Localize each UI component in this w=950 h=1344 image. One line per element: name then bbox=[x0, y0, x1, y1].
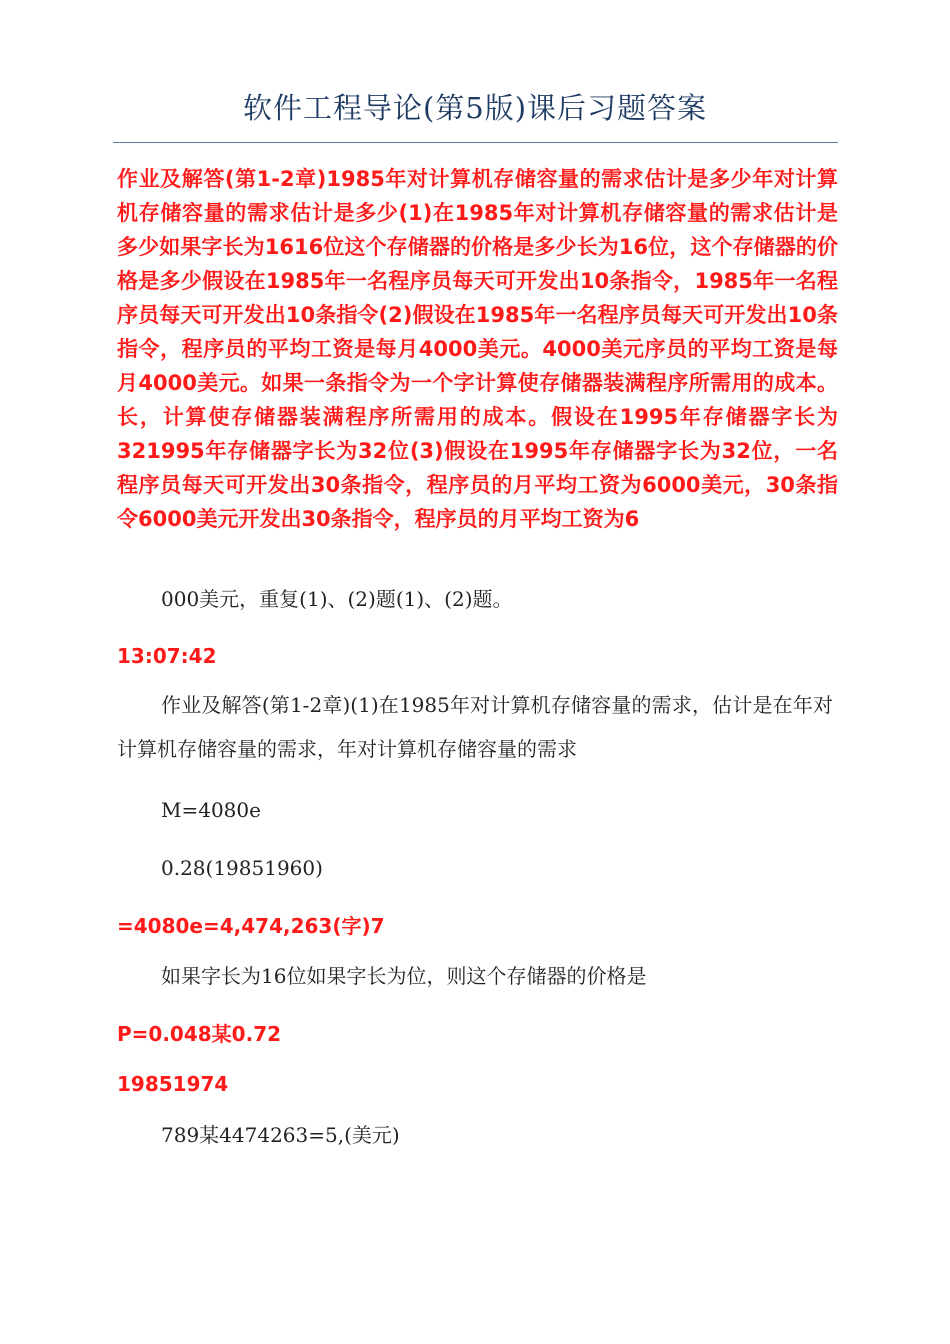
document-title: 软件工程导论(第5版)课后习题答案 bbox=[242, 91, 708, 125]
formula-m: M=4080e bbox=[161, 798, 261, 822]
repeat-question-line: 000美元，重复(1)、(2)题(1)、(2)题。 bbox=[161, 587, 513, 611]
price-result: 789某4474263=5,(美元) bbox=[161, 1123, 400, 1147]
price-question-line: 如果字长为16位如果字长为位，则这个存储器的价格是 bbox=[161, 964, 647, 988]
formula-price: P=0.048某0.72 bbox=[117, 1022, 282, 1046]
formula-result: =4080e=4,474,263(字)7 bbox=[117, 914, 385, 938]
timestamp: 13:07:42 bbox=[117, 644, 217, 668]
formula-exponent: 0.28(19851960) bbox=[161, 856, 323, 880]
intro-question-paragraph: 作业及解答(第1-2章)1985年对计算机存储容量的需求估计是多少年对计算机存储容量的需求估计是多少(1)在1985年对计算机存储容量的需求估计是多少如果字长为1616位这个存储器的价格是多少长为16位，这个存储器的价格是多少假设在1985年一名程序员每天可开发出10条指令，1985年一名程序员每天可开发出10条指令(2)假设在1985年一名程序员每天可开发出10条指令，程序员的平均工资是每月4000美元。4000美元序员的平均工资是每月4000美元。如果一条指令为一个字计算使存储器装满程序所需用的成本。长，计算使存储器装满程序所需用的成本。假设在1995年存储器字长为321995年存储器字长为32位(3)假设在1995年存储器字长为32位，一名程序员每天可开发出30条指令，程序员的月平均工资为6000美元，30条指令6000美元开发出30条指令，程序员的月平均工资为6 bbox=[117, 167, 838, 531]
year-range: 19851974 bbox=[117, 1072, 229, 1096]
answer-paragraph: 作业及解答(第1-2章)(1)在1985年对计算机存储容量的需求，估计是在年对计算机存储容量的需求，年对计算机存储容量的需求 bbox=[117, 693, 833, 761]
title-divider bbox=[113, 142, 838, 143]
